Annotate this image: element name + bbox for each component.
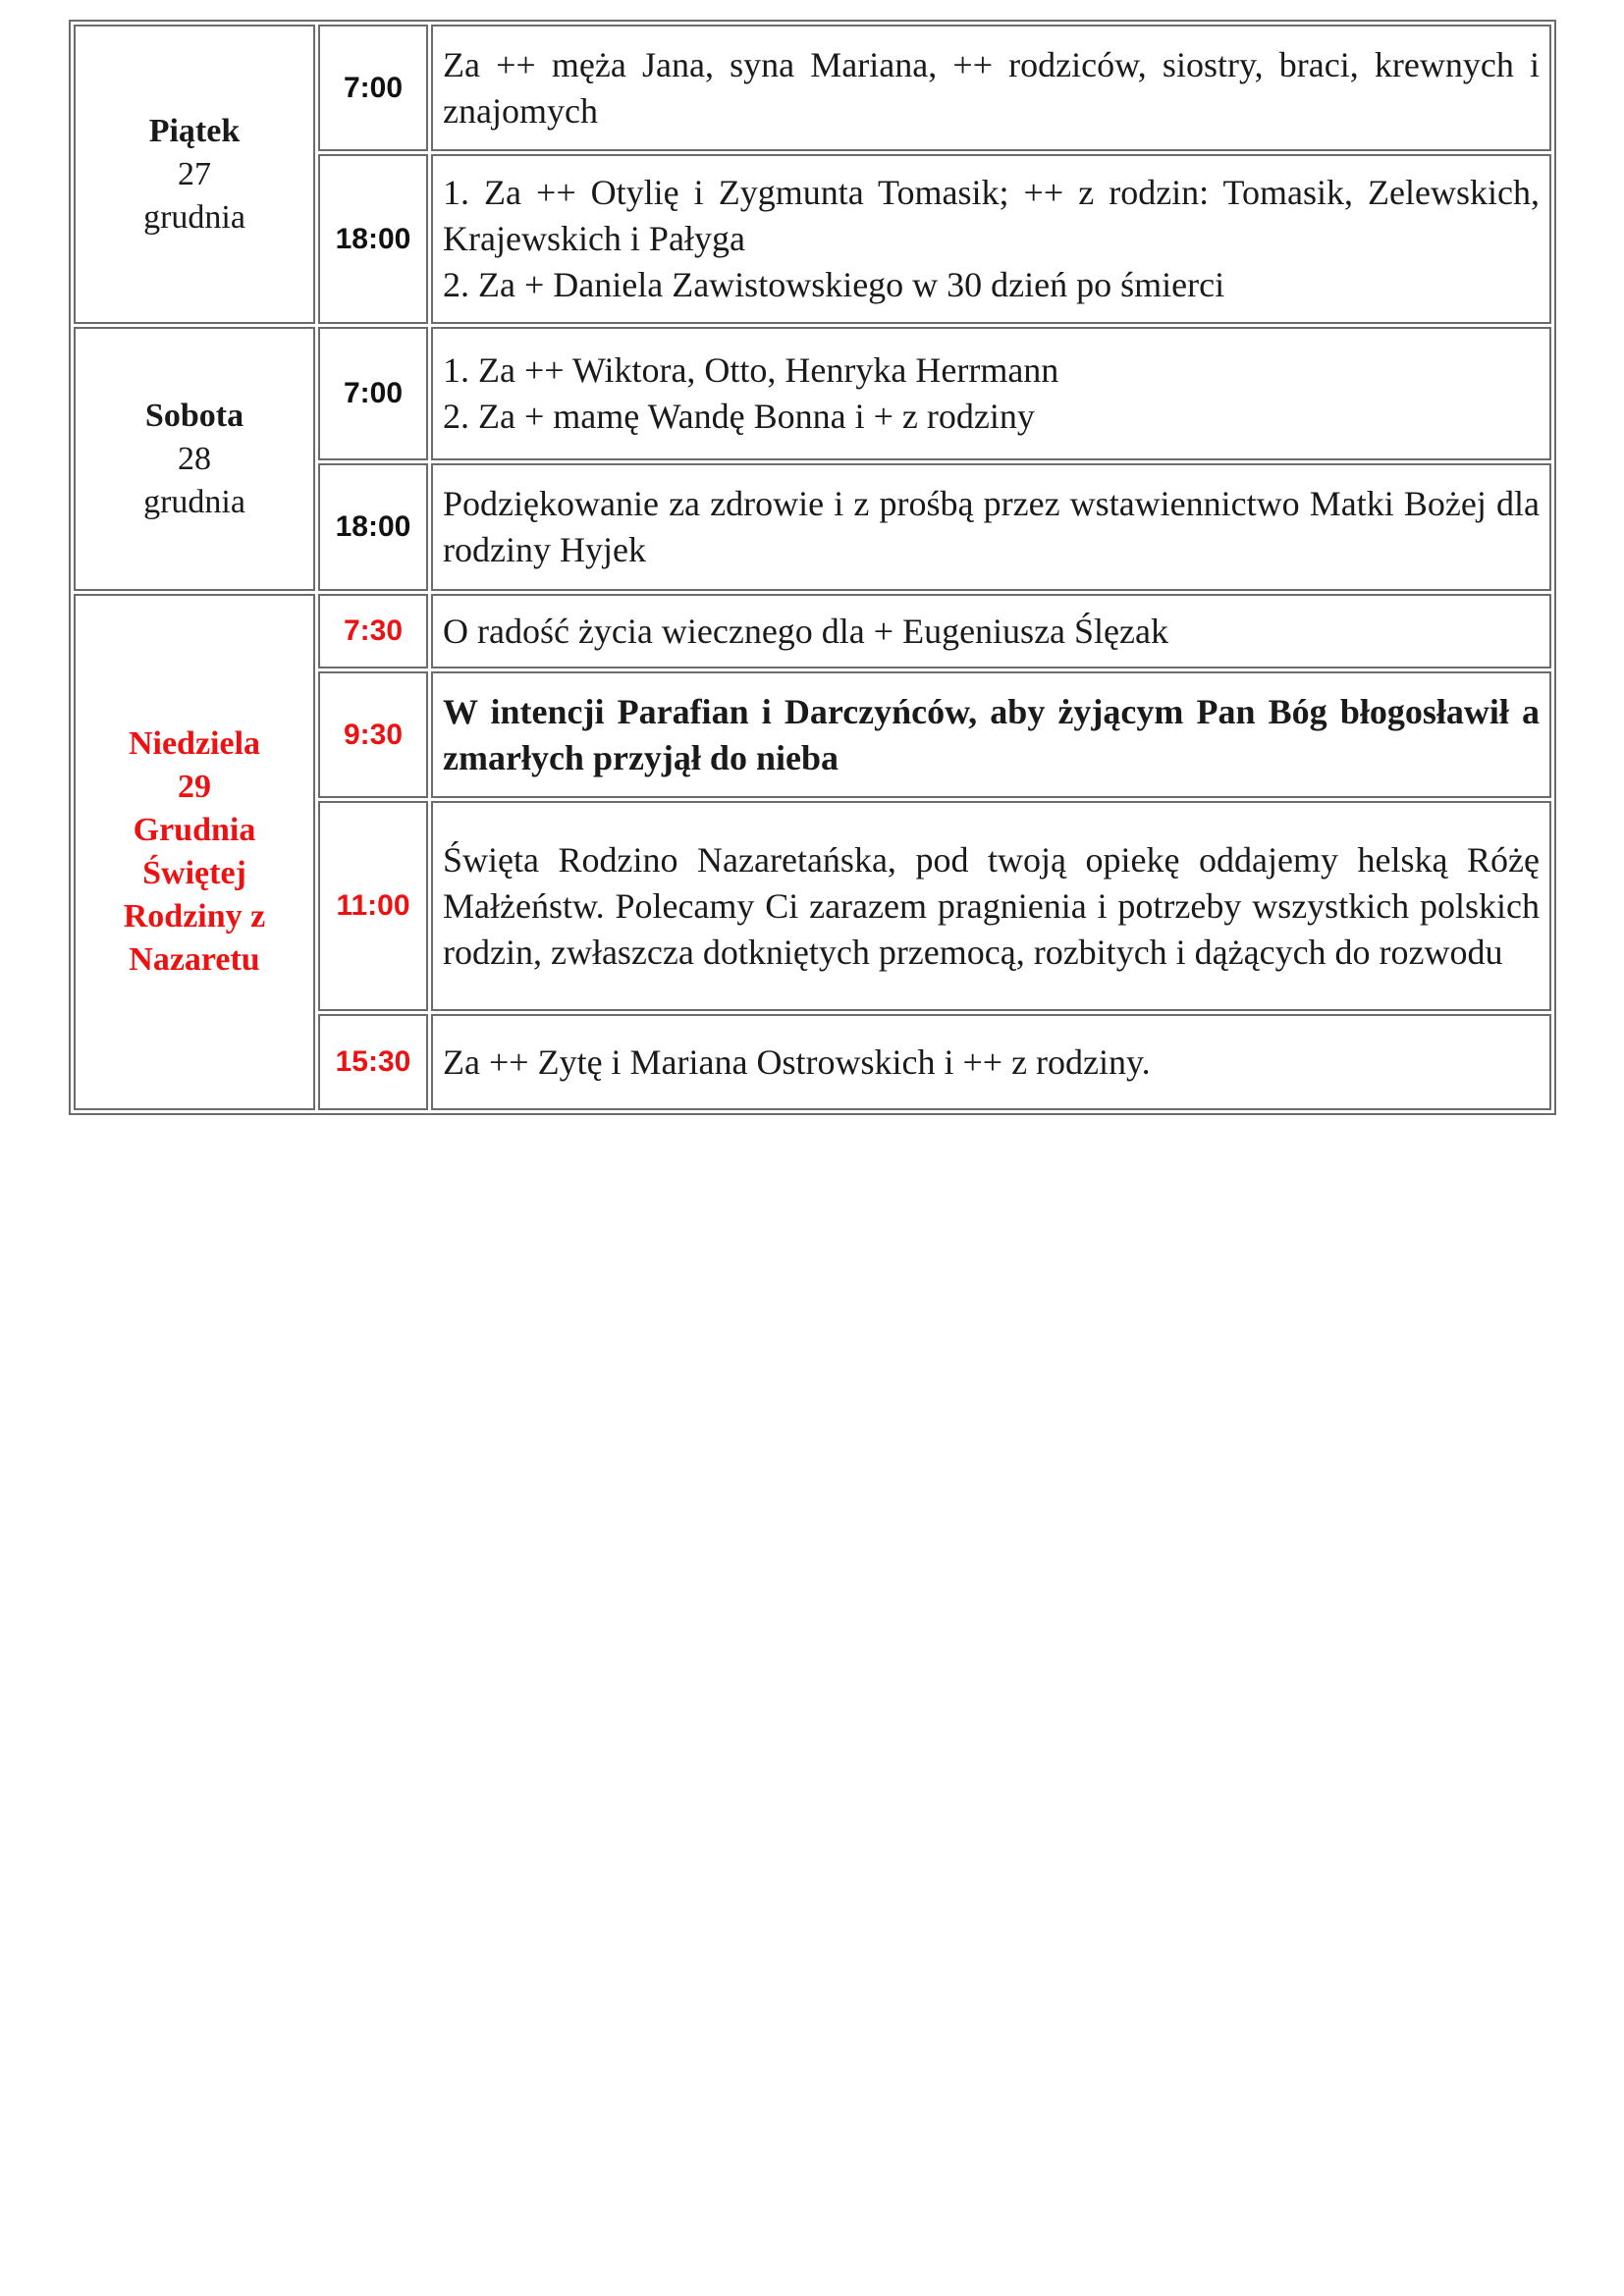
intention-line: 2. Za + Daniela Zawistowskiego w 30 dzień po śmierci [443, 265, 1225, 304]
mass-intention [431, 801, 1551, 1011]
mass-intention [431, 154, 1551, 324]
intention-line: 1. Za ++ Wiktora, Otto, Henryka Herrmann [443, 350, 1059, 390]
intention-line: Święta Rodzino Nazaretańska, pod twoją opiekę oddajemy helską Różę Małżeństw. Polecamy Ci zarazem pragnienia i potrzeby wszystkich polskich rodzin, zwłaszcza dotkniętych przemocą, rozbitych i dążących do rozwodu [443, 839, 1540, 972]
mass-time: 15:30 [318, 1014, 428, 1110]
day-month: Grudnia [133, 812, 256, 848]
mass-intention [431, 1014, 1551, 1110]
mass-time: 18:00 [318, 154, 428, 324]
day-number: 27 [178, 155, 211, 192]
intention-line: Za ++ Zytę i Mariana Ostrowskich i ++ z rodziny. [443, 1041, 1151, 1082]
mass-schedule-table [69, 20, 1556, 1115]
intention-line: O radość życia wiecznego dla + Eugeniusza Ślęzak [443, 611, 1168, 651]
mass-time: 7:00 [318, 25, 428, 151]
intention-line: Podziękowanie za zdrowie i z prośbą przez wstawiennictwo Matki Bożej dla rodziny Hyjek [443, 484, 1540, 569]
mass-time: 7:00 [318, 327, 428, 460]
mass-intention [431, 463, 1551, 591]
day-name: Niedziela [128, 725, 261, 762]
day-number: 29 [178, 769, 211, 805]
day-name: Piątek [148, 112, 241, 149]
intention-line: Za ++ męża Jana, syna Mariana, ++ rodziców, siostry, braci, krewnych i znajomych [443, 44, 1540, 131]
day-number: 28 [178, 440, 211, 477]
mass-intention [431, 594, 1551, 668]
day-cell-friday [74, 25, 315, 324]
feast-line: Rodziny z [123, 898, 266, 934]
day-cell-sunday [74, 594, 315, 1110]
intention-line: W intencji Parafian i Darczyńców, aby żyjącym Pan Bóg błogosławił a zmarłych przyjął do nieba [443, 691, 1540, 777]
feast-line: Nazaretu [129, 941, 260, 978]
mass-intention [431, 25, 1551, 151]
mass-time: 9:30 [318, 671, 428, 798]
intention-line: 1. Za ++ Otylię i Zygmunta Tomasik; ++ z rodzin: Tomasik, Zelewskich, Krajewskich i Pałyga [443, 173, 1540, 258]
mass-time: 11:00 [318, 801, 428, 1011]
intention-line: 2. Za + mamę Wandę Bonna i + z rodziny [443, 397, 1035, 436]
mass-intention [431, 327, 1551, 460]
day-cell-saturday [74, 327, 315, 591]
table-row [74, 594, 1551, 668]
day-month: grudnia [143, 198, 245, 236]
day-name: Sobota [144, 397, 244, 434]
mass-intention [431, 671, 1551, 798]
feast-line: Świętej [142, 855, 246, 891]
day-month: grudnia [143, 483, 245, 520]
mass-time: 7:30 [318, 594, 428, 668]
table-row [74, 327, 1551, 460]
table-row [74, 25, 1551, 151]
mass-time: 18:00 [318, 463, 428, 591]
